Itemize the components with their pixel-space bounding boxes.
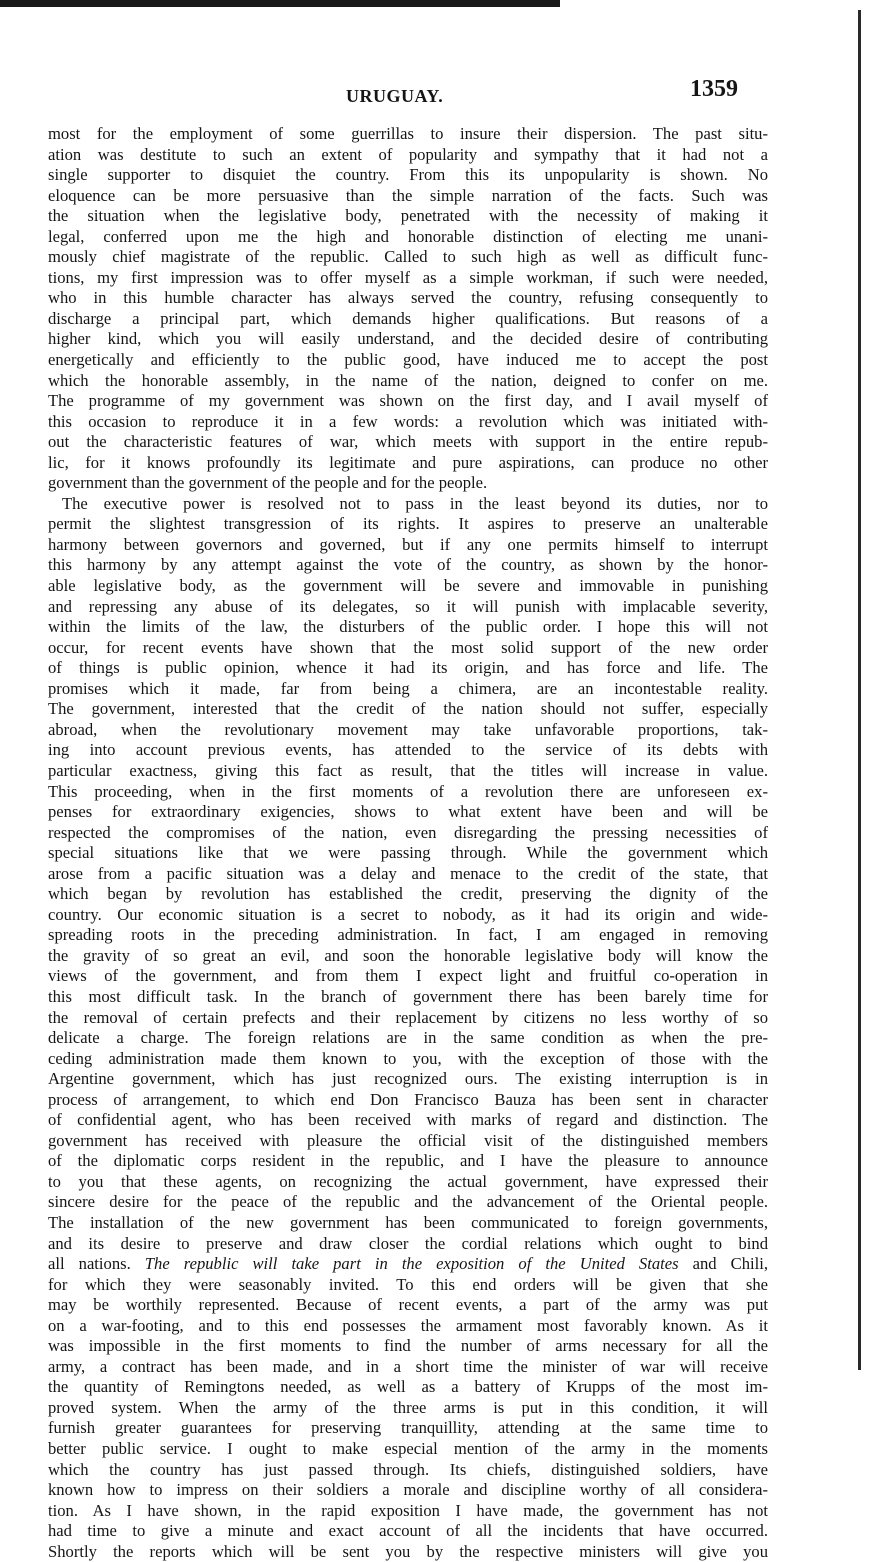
text-line: This proceeding, when in the first moments of a revolution there are unforeseen ex- — [48, 781, 768, 801]
text-line: to you that these agents, on recognizing the actual government, have expressed their — [48, 1171, 768, 1191]
text-line: this occasion to reproduce it in a few words: a revolution which was initiated with- — [48, 411, 768, 431]
text-line: delicate a charge. The foreign relations are in the same condition as when the pre- — [48, 1028, 768, 1048]
text-line: special situations like that we were passing through. While the government which — [48, 843, 768, 863]
text-line: the quantity of Remingtons needed, as well as a battery of Krupps of the most im- — [48, 1377, 768, 1397]
text-line: on a war-footing, and to this end possesses the armament most favorably known. As it — [48, 1315, 768, 1335]
text-line: within the limits of the law, the disturbers of the public order. I hope this will not — [48, 617, 768, 637]
body-text — [48, 124, 768, 1562]
text-line: furnish greater guarantees for preserving tranquillity, attending at the same time to — [48, 1418, 768, 1438]
text-line: the removal of certain prefects and their replacement by citizens no less worthy of so — [48, 1007, 768, 1027]
text-line: which the honorable assembly, in the name of the nation, deigned to confer on me. — [48, 370, 768, 390]
text-line: of things is public opinion, whence it had its origin, and has force and life. The — [48, 658, 768, 678]
text-line: respected the compromises of the nation, even disregarding the pressing necessities of — [48, 822, 768, 842]
text-line: army, a contract has been made, and in a short time the minister of war will receive — [48, 1356, 768, 1376]
text-line: permit the slightest transgression of its rights. It aspires to preserve an unalterable — [48, 514, 768, 534]
text-line: particular exactness, giving this fact as result, that the titles will increase in value. — [48, 760, 768, 780]
text-line: The government, interested that the credit of the nation should not suffer, especially — [48, 699, 768, 719]
text-line: The installation of the new government has been communicated to foreign governments, — [48, 1212, 768, 1232]
text-line: process of arrangement, to which end Don Francisco Bauza has been sent in character — [48, 1089, 768, 1109]
text-line: spreading roots in the preceding administration. In fact, I am engaged in removing — [48, 925, 768, 945]
text-line: of the diplomatic corps resident in the republic, and I have the pleasure to announce — [48, 1151, 768, 1171]
text-line: arose from a pacific situation was a delay and menace to the credit of the state, that — [48, 863, 768, 883]
text-line: promises which it made, far from being a chimera, are an incontestable reality. — [48, 678, 768, 698]
text-line: Shortly the reports which will be sent you by the respective ministers will give you — [48, 1541, 768, 1561]
text-line: tion. As I have shown, in the rapid exposition I have made, the government has not — [48, 1500, 768, 1520]
top-border-rule — [0, 0, 560, 7]
text-line: harmony between governors and governed, but if any one permits himself to interrupt — [48, 534, 768, 554]
text-line: energetically and efficiently to the public good, have induced me to accept the post — [48, 350, 768, 370]
text-line: sincere desire for the peace of the republic and the advancement of the Oriental people. — [48, 1192, 768, 1212]
text-line: for which they were seasonably invited. To this end orders will be given that she — [48, 1274, 768, 1294]
text-line: government has received with pleasure the official visit of the distinguished members — [48, 1130, 768, 1150]
text-line: had time to give a minute and exact account of all the incidents that have occurred. — [48, 1521, 768, 1541]
text-line: penses for extraordinary exigencies, shows to what extent have been and will be — [48, 802, 768, 822]
text-line: lic, for it knows profoundly its legitimate and pure aspirations, can produce no other — [48, 452, 768, 472]
text-line: views of the government, and from them I expect light and fruitful co-operation in — [48, 966, 768, 986]
text-line: which began by revolution has established the credit, preserving the dignity of the — [48, 884, 768, 904]
page-edge-shadow — [858, 10, 861, 1370]
text-line: most for the employment of some guerrillas to insure their dispersion. The past situ- — [48, 124, 768, 143]
running-head: URUGUAY. — [346, 86, 444, 106]
text-run: all nations. — [48, 1254, 145, 1274]
text-line: discharge a principal part, which demands higher qualifications. But reasons of a — [48, 308, 768, 328]
text-line: eloquence can be more persuasive than the simple narration of the facts. Such was — [48, 185, 768, 205]
text-line: ceding administration made them known to you, with the exception of those with the — [48, 1048, 768, 1068]
text-line: proved system. When the army of the three arms is put in this condition, it will — [48, 1397, 768, 1417]
text-line: higher kind, which you will easily understand, and the decided desire of contributing — [48, 329, 768, 349]
text-line: ation was destitute to such an extent of popularity and sympathy that it had not a — [48, 144, 768, 164]
page-number: 1359 — [690, 76, 738, 102]
text-line: better public service. I ought to make especial mention of the army in the moments — [48, 1439, 768, 1458]
text-line: occur, for recent events have shown that the most solid support of the new order — [48, 637, 768, 657]
text-line: of confidential agent, who has been received with marks of regard and distinction. The — [48, 1110, 768, 1130]
text-line: who in this humble character has always served the country, refusing consequently to — [48, 288, 768, 308]
text-line: may be worthily represented. Because of recent events, a part of the army was put — [48, 1295, 768, 1315]
text-line: Argentine government, which has just recognized ours. The existing interruption is in — [48, 1069, 768, 1089]
text-line: country. Our economic situation is a secret to nobody, as it had its origin and wide- — [48, 904, 768, 924]
text-run: and Chili, — [678, 1254, 768, 1274]
text-line: single supporter to disquiet the country. From this its unpopularity is shown. No — [48, 165, 768, 185]
text-line: which the country has just passed through. Its chiefs, distinguished soldiers, have — [48, 1459, 768, 1479]
text-line: The executive power is resolved not to pass in the least beyond its duties, nor to — [62, 493, 768, 513]
text-line: ing into account previous events, has attended to the service of its debts with — [48, 740, 768, 760]
text-line: tions, my first impression was to offer myself as a simple workman, if such were needed, — [48, 267, 768, 287]
text-line — [48, 1254, 768, 1275]
text-line: this harmony by any attempt against the vote of the country, as shown by the honor- — [48, 555, 768, 575]
text-line: The programme of my government was shown on the first day, and I avail myself of — [48, 391, 768, 411]
text-line: this most difficult task. In the branch of government there has been barely time for — [48, 986, 768, 1006]
text-line: out the characteristic features of war, which meets with support in the entire repub- — [48, 432, 768, 452]
italic-text-run: The republic will take part in the exposition of the United States — [144, 1254, 679, 1274]
text-line: able legislative body, as the government will be severe and immovable in punishing — [48, 576, 768, 596]
text-line: was impossible in the first moments to find the number of arms necessary for all the — [48, 1336, 768, 1356]
text-line: abroad, when the revolutionary movement may take unfavorable proportions, tak- — [48, 719, 768, 739]
text-line: the situation when the legislative body, penetrated with the necessity of making it — [48, 206, 768, 226]
text-line: and repressing any abuse of its delegates, so it will punish with implacable severity, — [48, 596, 768, 616]
text-line: and its desire to preserve and draw closer the cordial relations which ought to bind — [48, 1233, 768, 1253]
text-line: mously chief magistrate of the republic. Called to such high as well as difficult func- — [48, 247, 768, 267]
text-line: the gravity of so great an evil, and soon the honorable legislative body will know the — [48, 945, 768, 965]
text-line: government than the government of the people and for the people. — [48, 473, 488, 493]
text-line: legal, conferred upon me the high and honorable distinction of electing me unani- — [48, 226, 768, 246]
text-line: known how to impress on their soldiers a morale and discipline worthy of all considera- — [48, 1480, 768, 1500]
